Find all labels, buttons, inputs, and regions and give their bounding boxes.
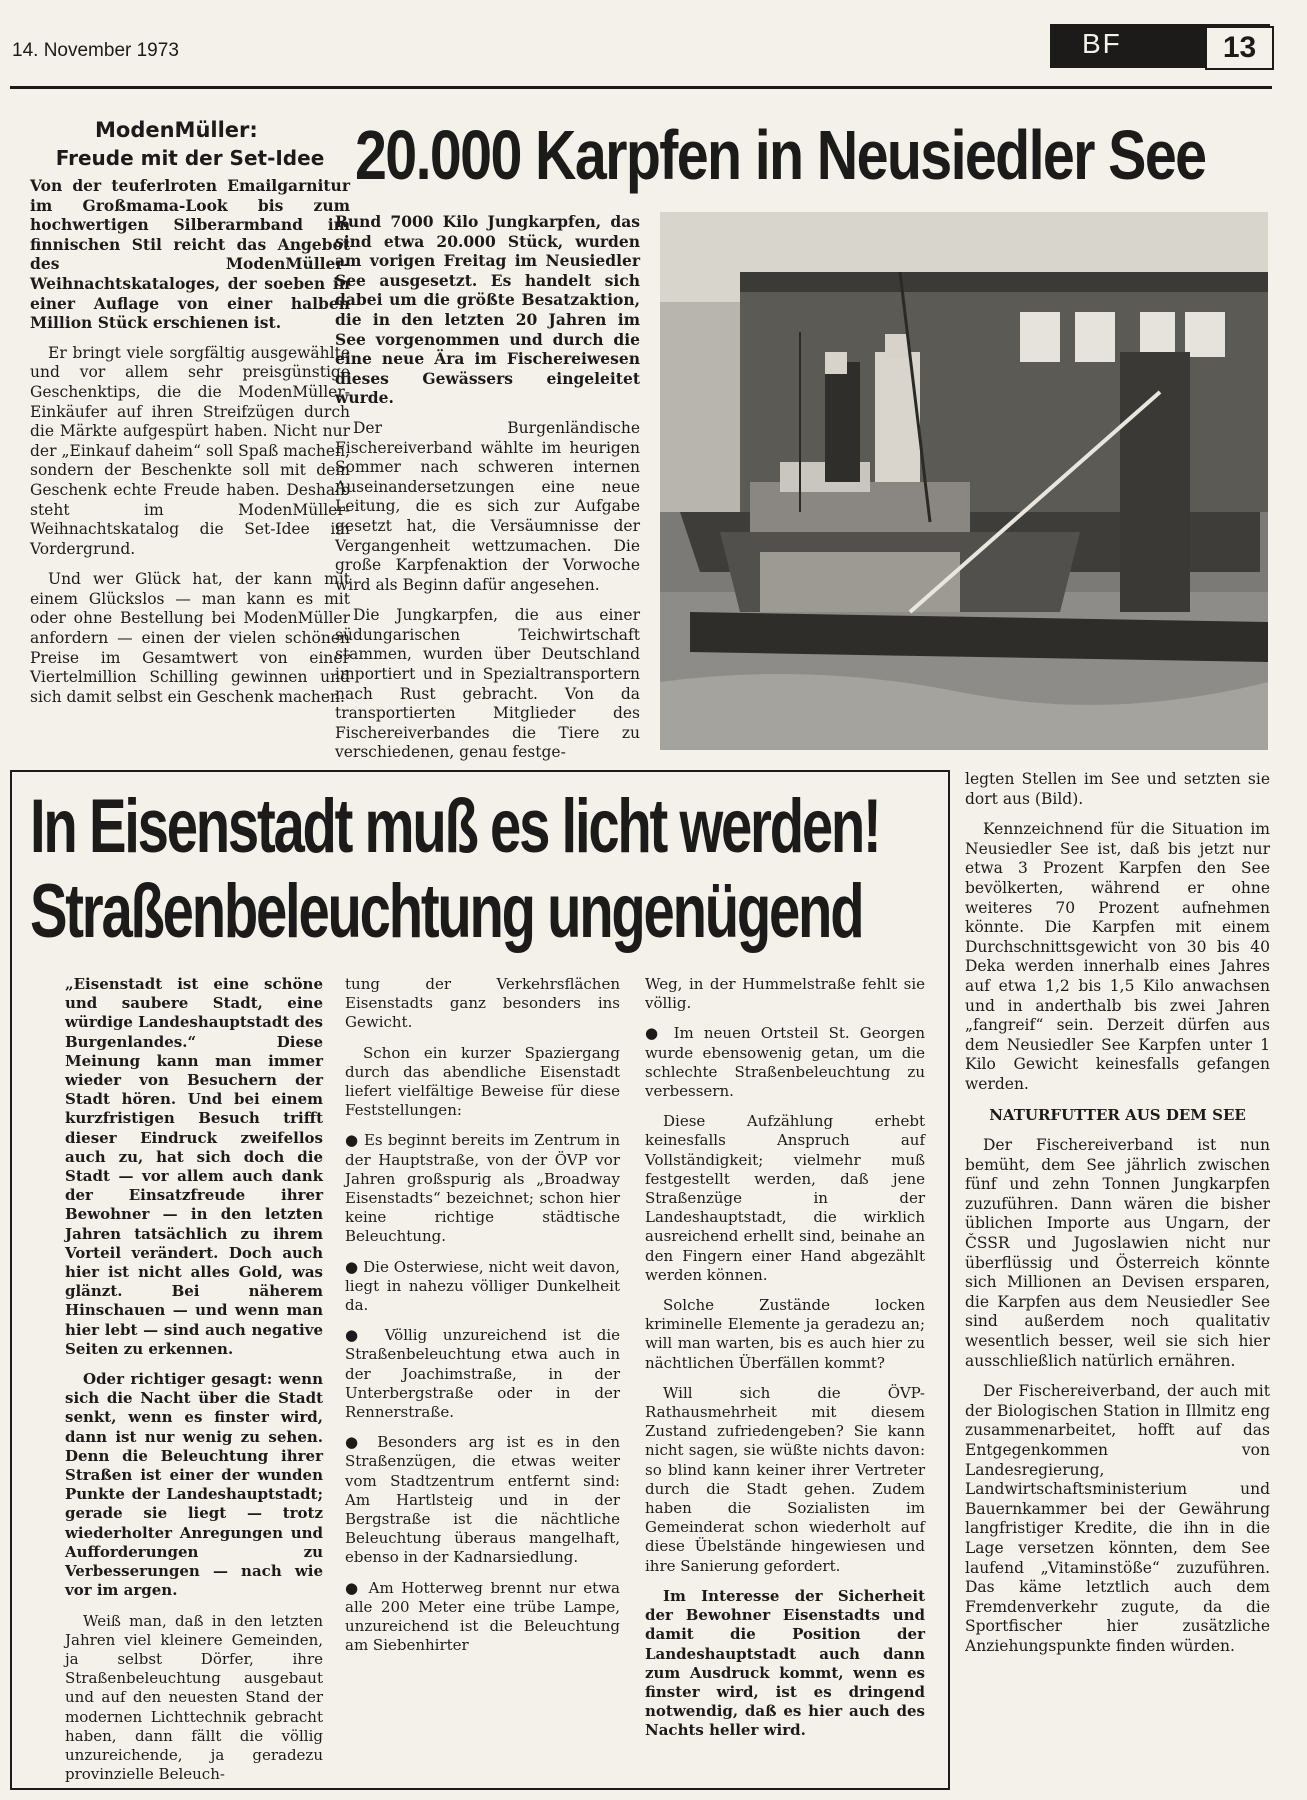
- box-paragraph: „Eisenstadt ist eine schöne und saubere Stadt, eine würdige Landeshauptstadt des Burgenlandes.“ Diese Meinung kann man immer wieder von Besuchern der Stadt hören. Und bei einem kurzfristigen Besuch trifft dieser Eindruck zweifellos auch zu, hat sich doch die Stadt — vor allem auch dank der Einsatzfreude ihrer Bewohner — in den letzten Jahren tatsächlich zu ihrem Vorteil verändert. Doch auch hier ist nicht alles Gold, was glänzt. Bei näherem Hinschauen — und wenn man hier lebt — sind auch negative Seiten zu erkennen.: [65, 975, 323, 1358]
- box-paragraph: Schon ein kurzer Spaziergang durch das abendliche Eisenstadt liefert vielfältige Beweise für diese Feststellungen:: [345, 1043, 620, 1120]
- side-article-title-line1: ModenMüller:: [95, 118, 258, 142]
- box-bullet: ● Besonders arg ist es in den Straßenzügen, die etwas weiter vom Stadtzentrum entfernt sind: Am Hartlsteig und in der Bergstraße ist die nächtliche Beleuchtung überaus mangelhaft, ebenso in der Kadnarsiedlung.: [345, 1433, 620, 1567]
- main-continued-paragraph: Kennzeichnend für die Situation im Neusiedler See ist, daß bis jetzt nur etwa 3 Prozent Karpfen den See bevölkerten, während er ohne weiteres 70 Prozent aufnehmen könnte. Die Karpfen mit einem Durchschnittsgewicht von 30 bis 40 Deka werden innerhalb eines Jahres auf etwa 1,2 bis 1,5 Kilo anwachsen und in anderthalb bis zwei Jahren „fangreif“ sein. Derzeit dürfen aus dem Neusiedler See Karpfen unter 1 Kilo Gewicht keinesfalls gefangen werden.: [965, 820, 1270, 1093]
- box-headline-line1: In Eisenstadt muß es licht werden!: [30, 784, 880, 869]
- main-article-continued: [965, 770, 1270, 1668]
- side-paragraph: Er bringt viele sorgfältig ausgewählte und vor allem sehr preisgünstige Geschenktips, die die ModenMüller-Einkäufer auf ihren Streifzügen durch die Märkte aufgespürt haben. Nicht nur der „Einkauf daheim“ soll Spaß machen, sondern der Beschenkte soll mit dem Geschenk echte Freude haben. Deshalb steht im ModenMüller-Weihnachtskatalog die Set-Idee im Vordergrund.: [30, 343, 350, 558]
- box-bullet: ● Am Hotterweg brennt nur etwa alle 200 Meter eine trübe Lampe, unzureichend ist die Beleuchtung am Siebenhirter: [345, 1579, 620, 1656]
- main-paragraph: Rund 7000 Kilo Jungkarpfen, das sind etwa 20.000 Stück, wurden am vorigen Freitag im Neusiedler See ausgesetzt. Es handelt sich dabei um die größte Besatzaktion, die in den letzten 20 Jahren im See vorgenommen und durch die eine neue Ära im Fischereiwesen dieses Gewässers eingeleitet wurde.: [335, 212, 640, 408]
- subheading: NATURFUTTER AUS DEM SEE: [989, 1105, 1246, 1124]
- box-bullet: ● Die Osterwiese, nicht weit davon, liegt in nahezu völliger Dunkelheit da.: [345, 1258, 620, 1316]
- photo-illustration: [660, 212, 1268, 750]
- box-paragraph: Weiß man, daß in den letzten Jahren viel kleinere Gemeinden, ja selbst Dörfer, ihre Straßenbeleuchtung ausgebaut und auf den neuesten Stand der modernen Lichttechnik gebracht haben, dann fällt die völlig unzureichende, ja geradezu provinzielle Beleuch-: [65, 1611, 323, 1784]
- main-article-column: [335, 212, 640, 774]
- box-bullet: ● Völlig unzureichend ist die Straßenbeleuchtung etwa auch in der Joachimstraße, in der Unterbergstraße oder in der Rennerstraße.: [345, 1326, 620, 1422]
- box-column-3: [645, 975, 925, 1752]
- carp-boats-photo: [660, 212, 1268, 750]
- main-headline: 20.000 Karpfen in Neusiedler See: [355, 116, 1206, 194]
- side-article-body: [30, 176, 350, 718]
- side-article-title-line2-wrap: [30, 146, 350, 170]
- box-paragraph: Im Interesse der Sicherheit der Bewohner Eisenstadts und damit die Position der Landeshauptstadt auch dann zum Ausdruck kommt, wenn es finster wird, ist es dringend notwendig, daß es hier auch des Nachts heller wird.: [645, 1586, 925, 1740]
- box-paragraph: Weg, in der Hummelstraße fehlt sie völlig.: [645, 975, 925, 1013]
- box-paragraph: Diese Aufzählung erhebt keinesfalls Anspruch auf Vollständigkeit; vielmehr muß festgestellt werden, daß jene Straßenzüge in der Landeshauptstadt, die wirklich ausreichend erhellt sind, beinahe an den Fingern einer Hand abgezählt werden können.: [645, 1112, 925, 1284]
- main-paragraph: Die Jungkarpfen, die aus einer südungarischen Teichwirtschaft stammen, wurden über Deutschland importiert und in Spezialtransportern nach Rust gebracht. Von da transportierten Mitglieder des Fischereiverbandes die Tiere zu verschiedenen, genau festge-: [335, 606, 640, 762]
- box-column-2: [345, 975, 620, 1667]
- main-continued-paragraph: Der Fischereiverband ist nun bemüht, dem See jährlich zwischen fünf und zehn Tonnen Jungkarpfen zuzuführen. Dann wären die bisher üblichen Importe aus Ungarn, der ČSSR und Jugoslawien nicht nur überflüssig und Österreich könnte sich Millionen an Devisen ersparen, die Karpfen aus dem Neusiedler See sind außerdem noch qualitativ wesentlich besser, weil sie sich hier ausschließlich natürlich ernähren.: [965, 1136, 1270, 1370]
- issue-date: 14. November 1973: [12, 40, 179, 61]
- side-paragraph: Und wer Glück hat, der kann mit einem Glückslos — man kann es mit oder ohne Bestellung bei ModenMüller anfordern — einen der vielen schönen Preise im Gesamtwert von einer Viertelmillion Schilling gewinnen und sich damit selbst ein Geschenk machen.: [30, 570, 350, 706]
- header-rule: [10, 86, 1272, 89]
- box-paragraph: Will sich die ÖVP-Rathausmehrheit mit diesem Zustand zufriedengeben? Sie kann nicht sagen, sie wüßte nichts davon: so blind kann keiner ihrer Vertreter durch die Stadt gehen. Zudem haben die Sozialisten im Gemeinderat schon wiederholt auf diese Übelstände hingewiesen und ihre Sanierung gefordert.: [645, 1383, 925, 1575]
- box-paragraph: Solche Zustände locken kriminelle Elemente ja geradezu an; will man warten, bis es auch hier zu nächtlichen Überfällen kommt?: [645, 1296, 925, 1372]
- box-bullet: ● Es beginnt bereits im Zentrum in der Hauptstraße, von der ÖVP vor Jahren großspurig als „Broadway Eisenstadts“ bezeichnet; schon hier keine richtige städtische Beleuchtung.: [345, 1131, 620, 1246]
- box-headline-line2: Straßenbeleuchtung ungenügend: [30, 869, 863, 954]
- main-continued-paragraph: legten Stellen im See und setzten sie dort aus (Bild).: [965, 770, 1270, 808]
- main-paragraph: Der Burgenländische Fischereiverband wählte im heurigen Sommer nach schweren internen Auseinandersetzungen eine neue Leitung, die es sich zur Aufgabe gesetzt hat, die Versäumnisse der Vergangenheit wettzumachen. Die große Karpfenaktion der Vorwoche wird als Beginn dafür angesehen.: [335, 418, 640, 594]
- box-bullet: ● Im neuen Ortsteil St. Georgen wurde ebensowenig getan, um die schlechte Straßenbeleuchtung zu verbessern.: [645, 1024, 925, 1101]
- main-continued-paragraph: Der Fischereiverband, der auch mit der Biologischen Station in Illmitz eng zusammenarbeitet, hofft auf das Entgegenkommen von Landesregierung, Landwirtschaftsministerium und Bauernkammer bei der Gewährung langfristiger Kredite, die ihn in die Lage versetzen könnten, dem See laufend „Vitaminstöße“ zuzuführen. Das käme letztlich auch dem Fremdenverkehr zugute, da die Sportfischer hier zusätzliche Anziehungspunkte finden würden.: [965, 1382, 1270, 1655]
- box-paragraph: tung der Verkehrsflächen Eisenstadts ganz besonders ins Gewicht.: [345, 975, 620, 1032]
- page-number: 13: [1205, 26, 1274, 70]
- section-tag: BF: [1082, 28, 1122, 59]
- side-article-title-line2: Freude mit der Set-Idee: [55, 146, 325, 170]
- box-column-1: [65, 975, 323, 1795]
- side-paragraph: Von der teuferlroten Emailgarnitur im Großmama-Look bis zum hochwertigen Silberarmband im finnischen Stil reicht das Angebot des ModenMüller-Weihnachtskataloges, der soeben in einer Auflage von einer halben Million Stück erschienen ist.: [30, 176, 350, 333]
- box-paragraph: Oder richtiger gesagt: wenn sich die Nacht über die Stadt senkt, wenn es finster wird, dann ist nur wenig zu sehen. Denn die Beleuchtung ihrer Straßen ist einer der wunden Punkte der Landeshauptstadt; gerade sie liegt — trotz wiederholter Anregungen und Aufforderungen zu Verbesserungen — nach wie vor im argen.: [65, 1370, 323, 1600]
